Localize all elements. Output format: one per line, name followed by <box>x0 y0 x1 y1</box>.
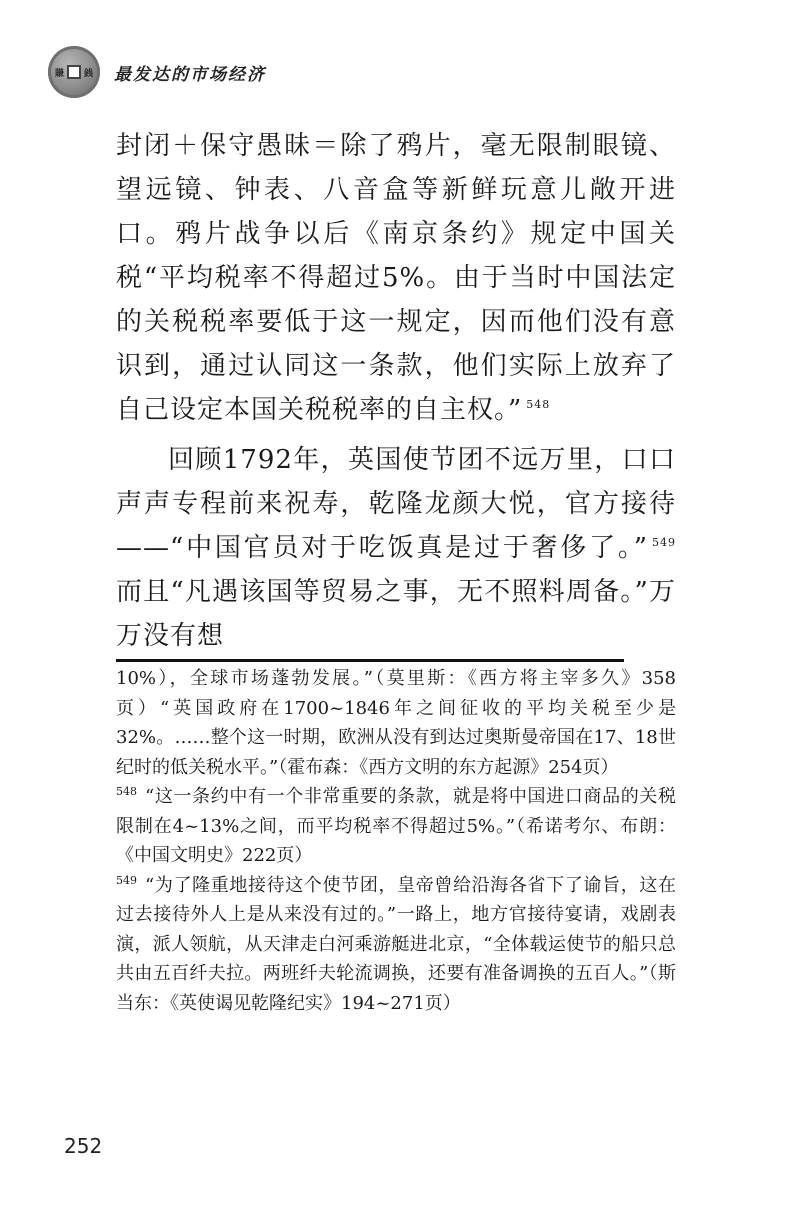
page-number: 252 <box>64 1134 103 1158</box>
footnote-549-number: 549 <box>116 873 137 887</box>
footnote-548-text: “这一条约中有一个非常重要的条款，就是将中国进口商品的关税限制在4~13%之间，而平均税率不得超过5%。”（希诺考尔、布朗：《中国文明史》222页） <box>116 786 676 866</box>
body-paragraph-1 <box>116 124 676 432</box>
coin-square-hole <box>67 65 81 79</box>
coin-glyph-left: 賺 <box>55 69 65 79</box>
footnote-divider <box>116 659 624 662</box>
footnote-continued: 10%），全球市场蓬勃发展。”（莫里斯：《西方将主宰多久》358页）“英国政府在1700~1846年之间征收的平均关税至少是32%。……整个这一时期，欧洲从没有到达过奥斯曼帝国在17、18世纪时的低关税水平。”（霍布森：《西方文明的东方起源》254页） <box>116 668 676 778</box>
footnote-549-text: “为了隆重地接待这个使节团，皇帝曾给沿海各省下了谕旨，这在过去接待外人上是从来没有过的。”一路上，地方官接待宴请，戏剧表演，派人领航，从天津走白河乘游艇进北京，“全体载运使节的船只总共由五百纤夫拉。两班纤夫轮流调换，还要有准备调换的五百人。”（斯当东：《英使谒见乾隆纪实》194~271页） <box>116 874 676 1014</box>
footnote-549 <box>116 871 676 1019</box>
body-paragraph-2-text-b: 而且“凡遇该国等贸易之事，无不照料周备。”万万没有想 <box>116 577 676 651</box>
body-text <box>116 124 676 664</box>
footnote-548 <box>116 782 676 871</box>
body-paragraph-1-text: 封闭＋保守愚昧＝除了鸦片，毫无限制眼镜、望远镜、钟表、八音盒等新鲜玩意儿敞开进口。鸦片战争以后《南京条约》规定中国关税“平均税率不得超过5%。由于当时中国法定的关税税率要低于这一规定，因而他们没有意识到，通过认同这一条款，他们实际上放弃了自己设定本国关税税率的自主权。” <box>116 131 676 425</box>
coin-logo-icon <box>48 46 100 98</box>
footnote-548-number: 548 <box>116 785 137 798</box>
footnote-ref-549: 549 <box>652 536 676 550</box>
body-paragraph-2 <box>116 438 676 658</box>
header-title: 最发达的市场经济 <box>114 64 266 85</box>
coin-glyph-right: 銭 <box>84 69 94 79</box>
body-paragraph-2-text-a: 回顾1792年，英国使节团不远万里，口口声声专程前来祝寿，乾隆龙颜大悦，官方接待——“中国官员对于吃饭真是过于奢侈了。” <box>116 445 676 563</box>
footnote-ref-548: 548 <box>526 398 551 412</box>
running-header <box>48 44 266 100</box>
footnotes <box>116 664 676 1018</box>
